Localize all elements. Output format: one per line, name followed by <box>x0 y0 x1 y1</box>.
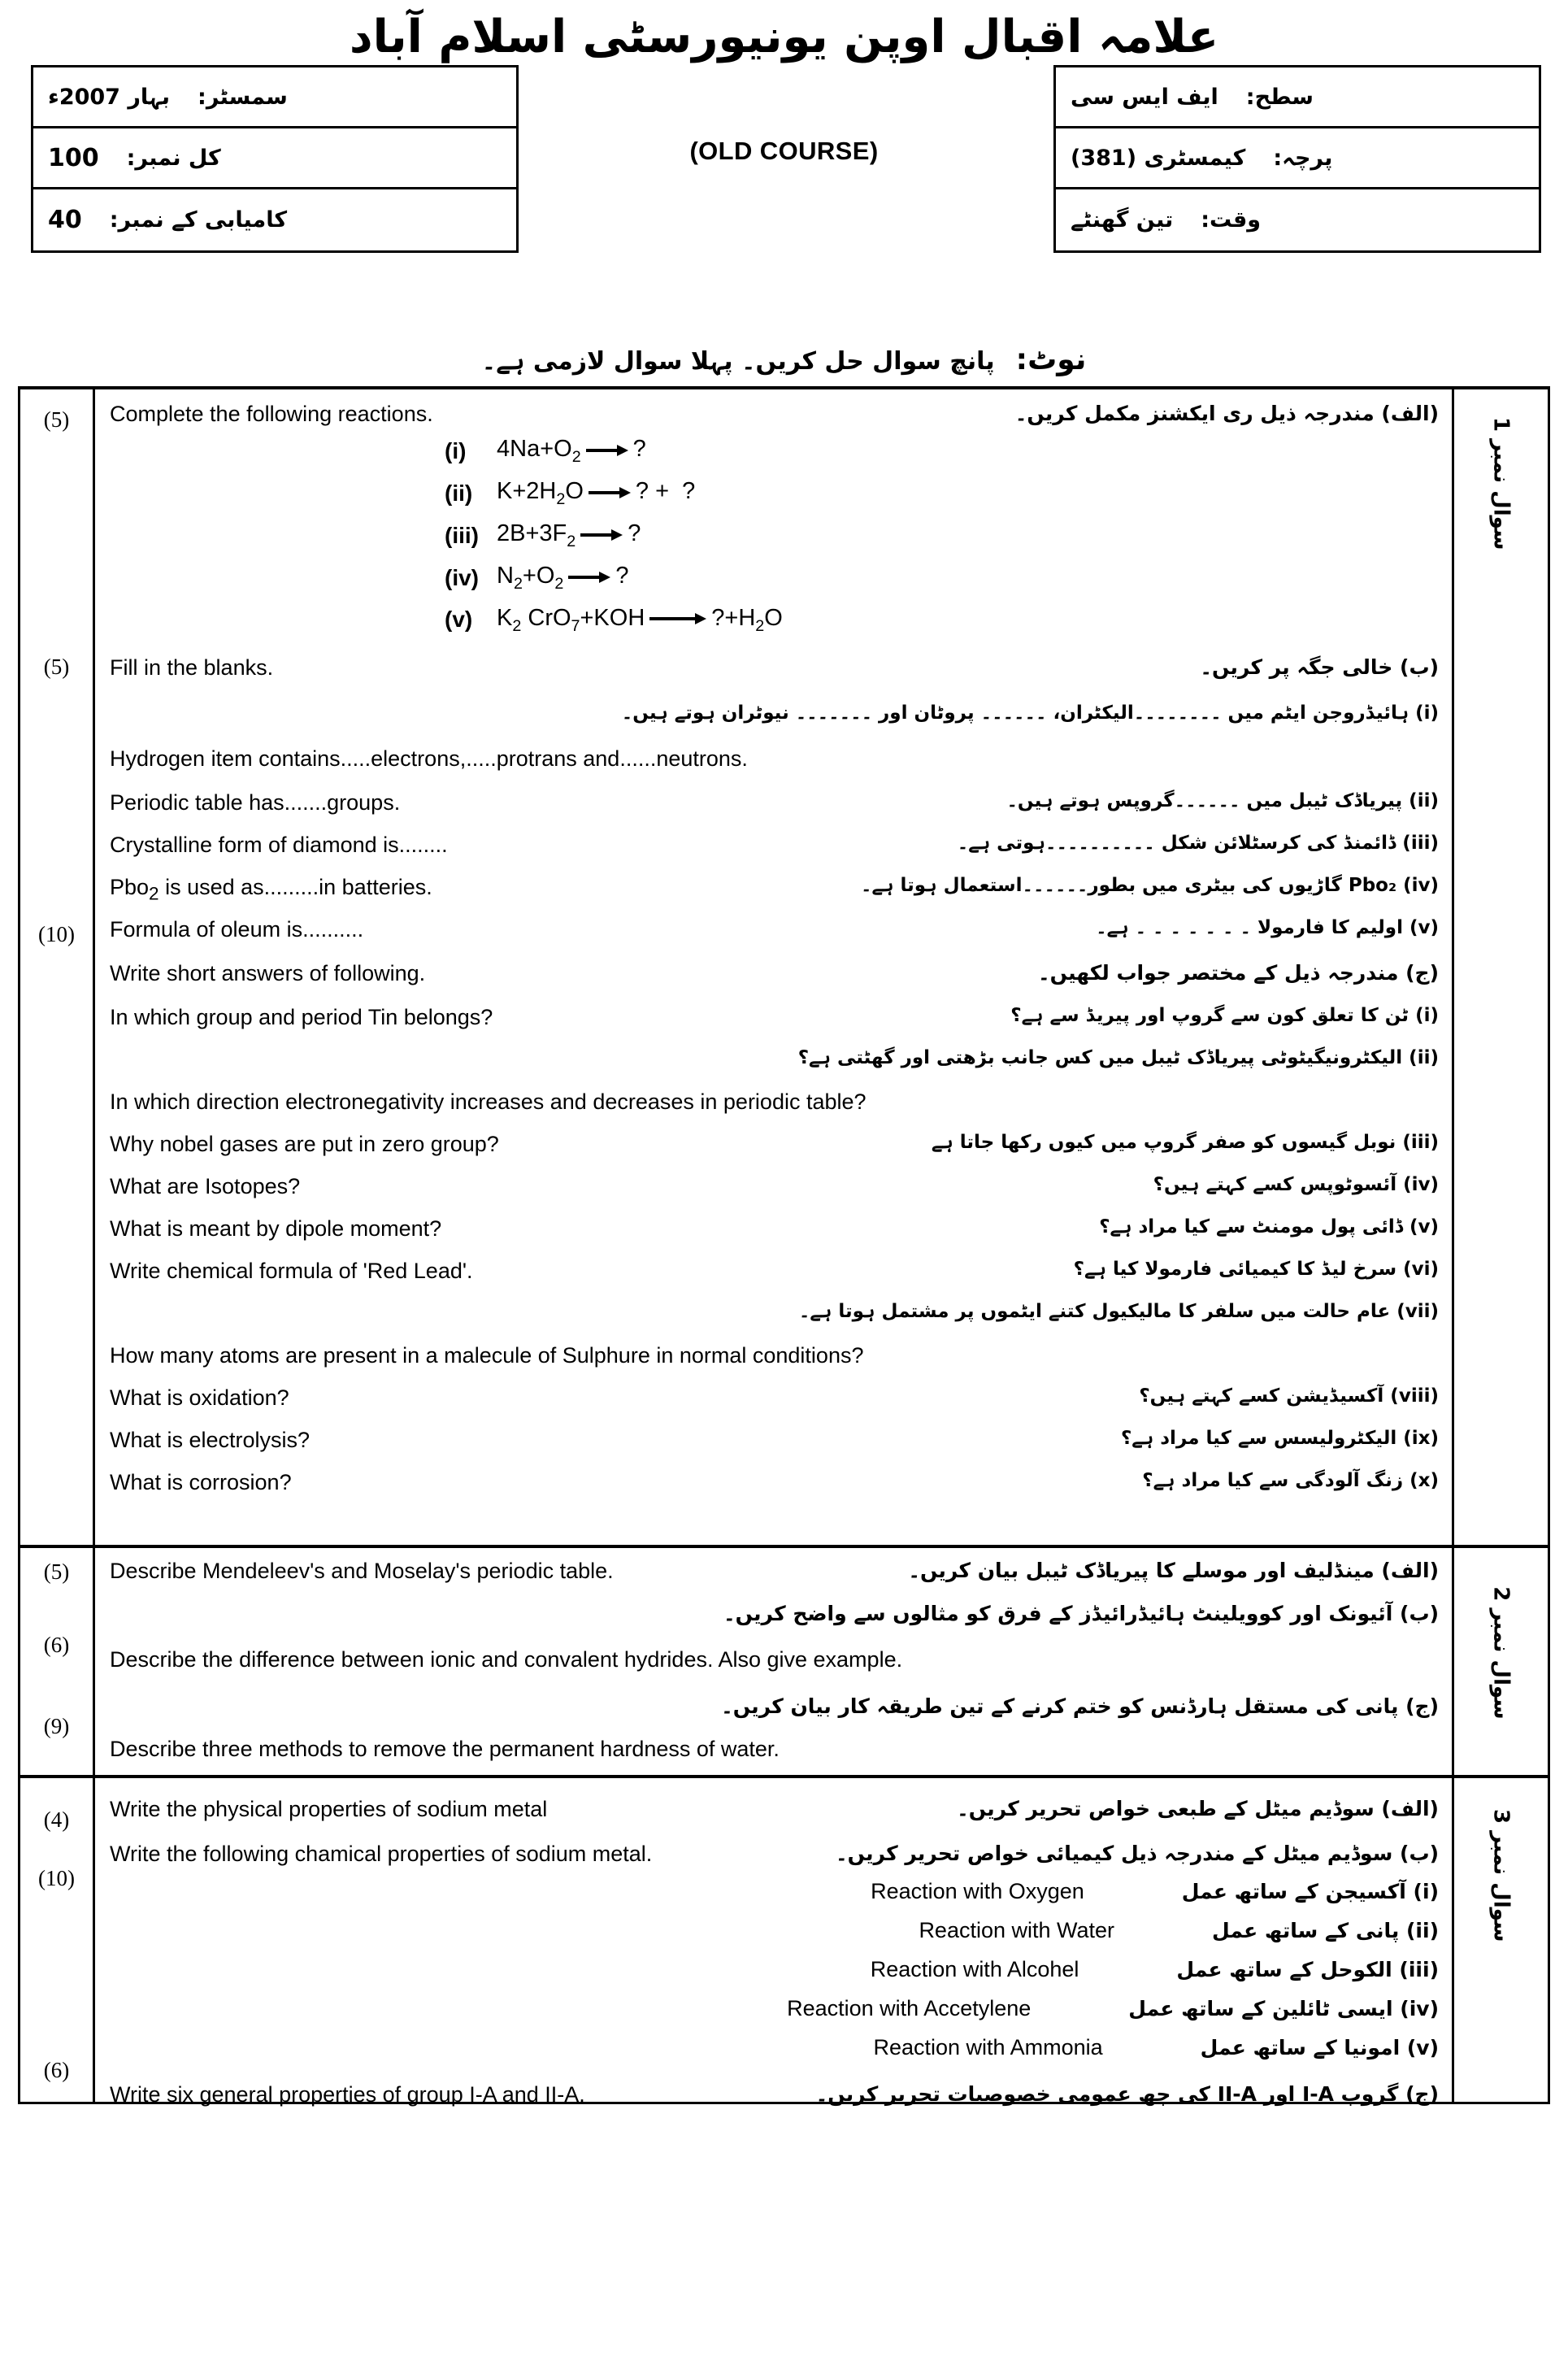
q1-blank-4-urdu: (iv) Pbo₂ گاڑیوں کی بیٹری میں بطور۔۔۔۔۔۔استعمال ہوتا ہے۔ <box>861 875 1439 897</box>
equation-label: (ii) <box>445 481 473 507</box>
header-band <box>0 65 1568 333</box>
q1-short-8-english: What is oxidation? <box>110 1385 289 1411</box>
q3-reaction-1-english: Reaction with Oxygen <box>871 1878 1084 1903</box>
note-label: نوٹ: <box>1015 343 1087 377</box>
header-box-right <box>1053 65 1541 253</box>
q2-part-a-urdu: (الف) مینڈلیف اور موسلے کا پیریاڈک ٹیبل بیان کریں۔ <box>908 1559 1439 1583</box>
question-number-column-q1 <box>1454 389 1548 1545</box>
q3-part-a-english: Write the physical properties of sodium metal <box>110 1797 548 1822</box>
q3-part-c-row <box>95 2081 1452 2112</box>
q1-short-7-urdu-row <box>95 1300 1452 1331</box>
q1-short-4-english: What are Isotopes? <box>110 1174 301 1199</box>
body-column-q2 <box>95 1548 1454 1775</box>
q1-part-a-urdu: (الف) مندرجہ ذیل ری ایکشنز مکمل کریں۔ <box>1014 402 1439 426</box>
q2-part-c-urdu-row <box>95 1694 1452 1725</box>
q1-short-3-row <box>95 1131 1452 1162</box>
q3-part-b-urdu: (ب) سوڈیم میٹل کے مندرجہ ذیل کیمیائی خواص تحریر کریں۔ <box>836 1842 1439 1866</box>
question-block-2 <box>20 1548 1548 1778</box>
arrow-icon <box>580 521 623 548</box>
q1-short-5-urdu: (v) ڈائی پول مومنٹ سے کیا مراد ہے؟ <box>1099 1216 1439 1238</box>
question-number-column-q3 <box>1454 1778 1548 2102</box>
q1-short-10-row <box>95 1469 1452 1500</box>
q3-reaction-4-row <box>95 1989 1452 2028</box>
q2-part-c-english-row <box>95 1736 1452 1767</box>
q3-reaction-5-english: Reaction with Ammonia <box>873 2034 1103 2059</box>
pass-marks-row <box>33 189 516 250</box>
q2-part-b-urdu-row <box>95 1601 1452 1632</box>
q1-blank-2-urdu: (ii) پیریاڈک ٹیبل میں ۔۔۔۔۔۔گروپس ہوتے ہیں۔ <box>1006 790 1439 812</box>
marks-column-q1 <box>20 389 95 1545</box>
q2-part-b-urdu: (ب) آئیونک اور کوویلینٹ ہائیڈرائیڈز کے فرق کو مثالوں سے واضح کریں۔ <box>723 1602 1439 1626</box>
q3-reaction-4-urdu: (iv) ایسی ٹائلین کے ساتھ عمل <box>1128 1996 1439 2020</box>
time-row <box>1056 189 1539 250</box>
q1-short-6-english: Write chemical formula of 'Red Lead'. <box>110 1259 473 1284</box>
q2-part-c-urdu: (ج) پانی کی مستقل ہارڈنس کو ختم کرنے کے تین طریقہ کار بیان کریں۔ <box>721 1694 1439 1719</box>
q3-reaction-4-english: Reaction with Accetylene <box>787 1995 1032 2020</box>
equation-row <box>95 563 1452 594</box>
questions-table <box>18 386 1550 2107</box>
q3-reaction-2-urdu: (ii) پانی کے ساتھ عمل <box>1212 1918 1439 1942</box>
q3-part-b-english: Write the following chamical properties of sodium metal. <box>110 1842 653 1867</box>
q1-part-c-urdu: (ج) مندرجہ ذیل کے مختصر جواب لکھیں۔ <box>1037 961 1439 985</box>
q1-part-c-english: Write short answers of following. <box>110 961 426 986</box>
marks-q1a: (5) <box>43 407 70 433</box>
pbo2-subscript: 2 <box>149 883 159 904</box>
q1-short-8-row <box>95 1385 1452 1416</box>
semester-value: بہار 2007ء <box>48 84 171 110</box>
q3-part-c-urdu: (ج) گروپ I-A اور II-A کی چھ عمومی خصوصیات تحریر کریں۔ <box>815 2082 1439 2107</box>
q1-blank-1-urdu-row <box>95 702 1452 733</box>
q1-short-3-urdu: (iii) نوبل گیسوں کو صفر گروپ میں کیوں رکھا جاتا ہے <box>931 1132 1439 1154</box>
q1-part-b-english: Fill in the blanks. <box>110 655 274 681</box>
note-line <box>0 343 1568 376</box>
q1-short-7-english-row <box>95 1342 1452 1373</box>
equation-row <box>95 520 1452 551</box>
q1-short-4-row <box>95 1173 1452 1204</box>
q2-part-b-english: Describe the difference between ionic and convalent hydrides. Also give example. <box>110 1647 903 1672</box>
marks-q2b: (6) <box>43 1633 70 1658</box>
q3-reaction-1-urdu: (i) آکسیجن کے ساتھ عمل <box>1181 1879 1439 1903</box>
q1-part-b-heading <box>95 655 1452 685</box>
marks-q1c: (10) <box>38 922 75 947</box>
question-number-q1: سوال نمبر 1 <box>1488 417 1514 550</box>
q1-blank-2-row <box>95 789 1452 820</box>
q1-short-9-row <box>95 1427 1452 1458</box>
q1-short-8-urdu: (viii) آکسیڈیشن کسے کہتے ہیں؟ <box>1139 1385 1439 1407</box>
q1-short-2-english: In which direction electronegativity increases and decreases in periodic table? <box>110 1090 867 1115</box>
old-course-label: (OLD COURSE) <box>689 137 879 166</box>
q3-reaction-3-row <box>95 1950 1452 1989</box>
equation-expression: $N_2+O_2$ ? <box>497 562 629 593</box>
marks-q3c: (6) <box>43 2058 70 2083</box>
q1-blank-3-urdu: (iii) ڈائمنڈ کی کرسٹلائن شکل ۔۔۔۔۔۔۔۔۔۔ہوتی ہے۔ <box>957 833 1439 855</box>
q1-short-10-urdu: (x) زنگ آلودگی سے کیا مراد ہے؟ <box>1142 1470 1439 1492</box>
marks-q2a: (5) <box>43 1559 70 1585</box>
q1-blank-5-row <box>95 916 1452 947</box>
paper-value: کیمسٹری (381) <box>1071 145 1246 171</box>
q1-short-7-english: How many atoms are present in a malecule of Sulphure in normal conditions? <box>110 1343 864 1368</box>
marks-column-q3 <box>20 1778 95 2102</box>
q1-blank-1-urdu: (i) ہائیڈروجن ایٹم میں ۔۔۔۔۔۔۔۔الیکٹران، ۔۔۔۔۔۔ پروٹان اور ۔۔۔۔۔۔۔ نیوٹران ہوتے ہیں۔ <box>621 702 1439 724</box>
q1-blank-4-english-tail: is used as.........in batteries. <box>159 875 432 900</box>
q3-part-a-urdu: (الف) سوڈیم میٹل کے طبعی خواص تحریر کریں۔ <box>957 1797 1439 1821</box>
q1-part-a-heading <box>95 389 1452 428</box>
q1-blank-1-english-row <box>95 746 1452 776</box>
q2-part-c-english: Describe three methods to remove the permanent hardness of water. <box>110 1737 780 1762</box>
equation-expression: $4Na+O_2$ ? <box>497 436 646 467</box>
q2-part-a-english: Describe Mendeleev's and Moselay's periodic table. <box>110 1559 614 1584</box>
q1-short-3-english: Why nobel gases are put in zero group? <box>110 1132 499 1157</box>
equation-row <box>95 605 1452 636</box>
q3-reaction-5-row <box>95 2028 1452 2067</box>
total-marks-label: کل نمبر: <box>126 145 221 171</box>
paper-row <box>1056 128 1539 189</box>
q1-blank-5-english: Formula of oleum is.......... <box>110 917 364 942</box>
equation-expression: $K+2H_2O$ ? + ? <box>497 478 696 508</box>
q1-short-1-row <box>95 1004 1452 1035</box>
q3-part-c-english: Write six general properties of group I-A and II-A. <box>110 2082 585 2107</box>
q1-short-6-urdu: (vi) سرخ لیڈ کا کیمیائی فارمولا کیا ہے؟ <box>1073 1259 1439 1281</box>
q1-blank-2-english: Periodic table has.......groups. <box>110 790 401 816</box>
question-number-column-q2 <box>1454 1548 1548 1775</box>
marks-q3a: (4) <box>43 1807 70 1833</box>
q1-short-9-english: What is electrolysis? <box>110 1428 311 1453</box>
q1-blank-3-english: Crystalline form of diamond is........ <box>110 833 448 858</box>
marks-q1b: (5) <box>43 655 70 680</box>
q1-blank-4-row <box>95 874 1452 905</box>
q1-part-a-english: Complete the following reactions. <box>110 402 433 427</box>
equation-row <box>95 436 1452 467</box>
body-column-q3 <box>95 1778 1454 2107</box>
time-label: وقت: <box>1201 207 1262 233</box>
q1-blank-3-row <box>95 832 1452 863</box>
page-title: علامہ اقبال اوپن یونیورسٹی اسلام آباد <box>349 11 1219 63</box>
level-label: سطح: <box>1245 84 1314 110</box>
body-column-q1 <box>95 389 1454 1545</box>
q1-part-c-heading <box>95 960 1452 991</box>
q1-blank-5-urdu: (v) اولیم کا فارمولا ۔ ۔ ۔ ۔ ۔ ۔ ۔ ہے۔ <box>1096 917 1439 939</box>
q3-reaction-1-row <box>95 1872 1452 1911</box>
pbo2-formula: Pbo <box>110 875 150 900</box>
header-box-left <box>31 65 519 253</box>
pass-marks-value: 40 <box>48 206 82 235</box>
total-marks-row <box>33 128 516 189</box>
q1-short-1-urdu: (i) ٹن کا تعلق کون سے گروپ اور پیریڈ سے ہے؟ <box>1010 1005 1439 1027</box>
q3-reaction-5-urdu: (v) امونیا کے ساتھ عمل <box>1200 2035 1439 2059</box>
equation-label: (iv) <box>445 564 479 590</box>
semester-label: سمسٹر: <box>198 84 288 110</box>
question-number-q2: سوال نمبر 2 <box>1488 1585 1514 1720</box>
q3-reaction-3-english: Reaction with Alcohel <box>870 1956 1079 1981</box>
question-block-1 <box>20 389 1548 1548</box>
arrow-icon <box>649 605 706 632</box>
q1-short-2-urdu: (ii) الیکٹرونیگیٹوٹی پیریاڈک ٹیبل میں کس جانب بڑھتی اور گھٹتی ہے؟ <box>797 1047 1439 1069</box>
semester-row <box>33 67 516 128</box>
level-value: ایف ایس سی <box>1071 84 1218 110</box>
arrow-icon <box>586 437 628 463</box>
q1-short-2-english-row <box>95 1089 1452 1120</box>
q3-reaction-3-urdu: (iii) الکوحل کے ساتھ عمل <box>1176 1957 1439 1981</box>
q1-short-6-row <box>95 1258 1452 1289</box>
equation-expression: $2B+3F_2$ ? <box>497 520 641 550</box>
q1-equations-list <box>95 428 1452 650</box>
paper-label: پرچہ: <box>1273 145 1333 171</box>
note-text: پانچ سوال حل کریں۔ پہلا سوال لازمی ہے۔ <box>481 347 995 376</box>
question-block-3 <box>20 1778 1548 2107</box>
equation-label: (iii) <box>445 522 479 548</box>
marks-q3b: (10) <box>38 1866 75 1891</box>
level-row <box>1056 67 1539 128</box>
q1-short-4-urdu: (iv) آئسوٹوپس کسے کہتے ہیں؟ <box>1153 1174 1439 1196</box>
q1-short-7-urdu: (vii) عام حالت میں سلفر کا مالیکیول کتنے ایٹموں پر مشتمل ہوتا ہے۔ <box>798 1301 1439 1323</box>
q1-short-5-english: What is meant by dipole moment? <box>110 1216 442 1242</box>
q1-blank-4-english <box>110 874 432 905</box>
q2-part-a-row <box>95 1548 1452 1585</box>
marks-column-q2 <box>20 1548 95 1775</box>
q1-short-5-row <box>95 1216 1452 1246</box>
marks-q2c: (9) <box>43 1714 70 1739</box>
equation-expression: $K_2$ CrO$_7$+KOH $?+H_2O$ <box>497 604 783 635</box>
equation-label: (i) <box>445 438 467 464</box>
pass-marks-label: کامیابی کے نمبر: <box>109 207 288 233</box>
q3-part-a-row <box>95 1778 1452 1823</box>
question-number-q3: سوال نمبر 3 <box>1488 1809 1514 1942</box>
q3-reaction-2-row <box>95 1911 1452 1950</box>
time-value: تین گھنٹے <box>1071 207 1174 233</box>
arrow-icon <box>568 563 610 590</box>
equation-label: (v) <box>445 607 473 633</box>
q1-short-1-english: In which group and period Tin belongs? <box>110 1005 493 1030</box>
q1-blank-1-english: Hydrogen item contains.....electrons,.....protrans and......neutrons. <box>110 746 748 772</box>
q1-short-10-english: What is corrosion? <box>110 1470 292 1495</box>
q1-short-9-urdu: (ix) الیکٹرولیسس سے کیا مراد ہے؟ <box>1120 1428 1439 1450</box>
q1-part-b-urdu: (ب) خالی جگہ پر کریں۔ <box>1200 655 1439 680</box>
q3-part-b-row <box>95 1841 1452 1872</box>
q1-short-2-urdu-row <box>95 1046 1452 1077</box>
q2-part-b-english-row <box>95 1646 1452 1677</box>
equation-row <box>95 478 1452 509</box>
arrow-icon <box>589 479 631 506</box>
total-marks-value: 100 <box>48 143 99 172</box>
q3-reaction-2-english: Reaction with Water <box>919 1917 1115 1942</box>
